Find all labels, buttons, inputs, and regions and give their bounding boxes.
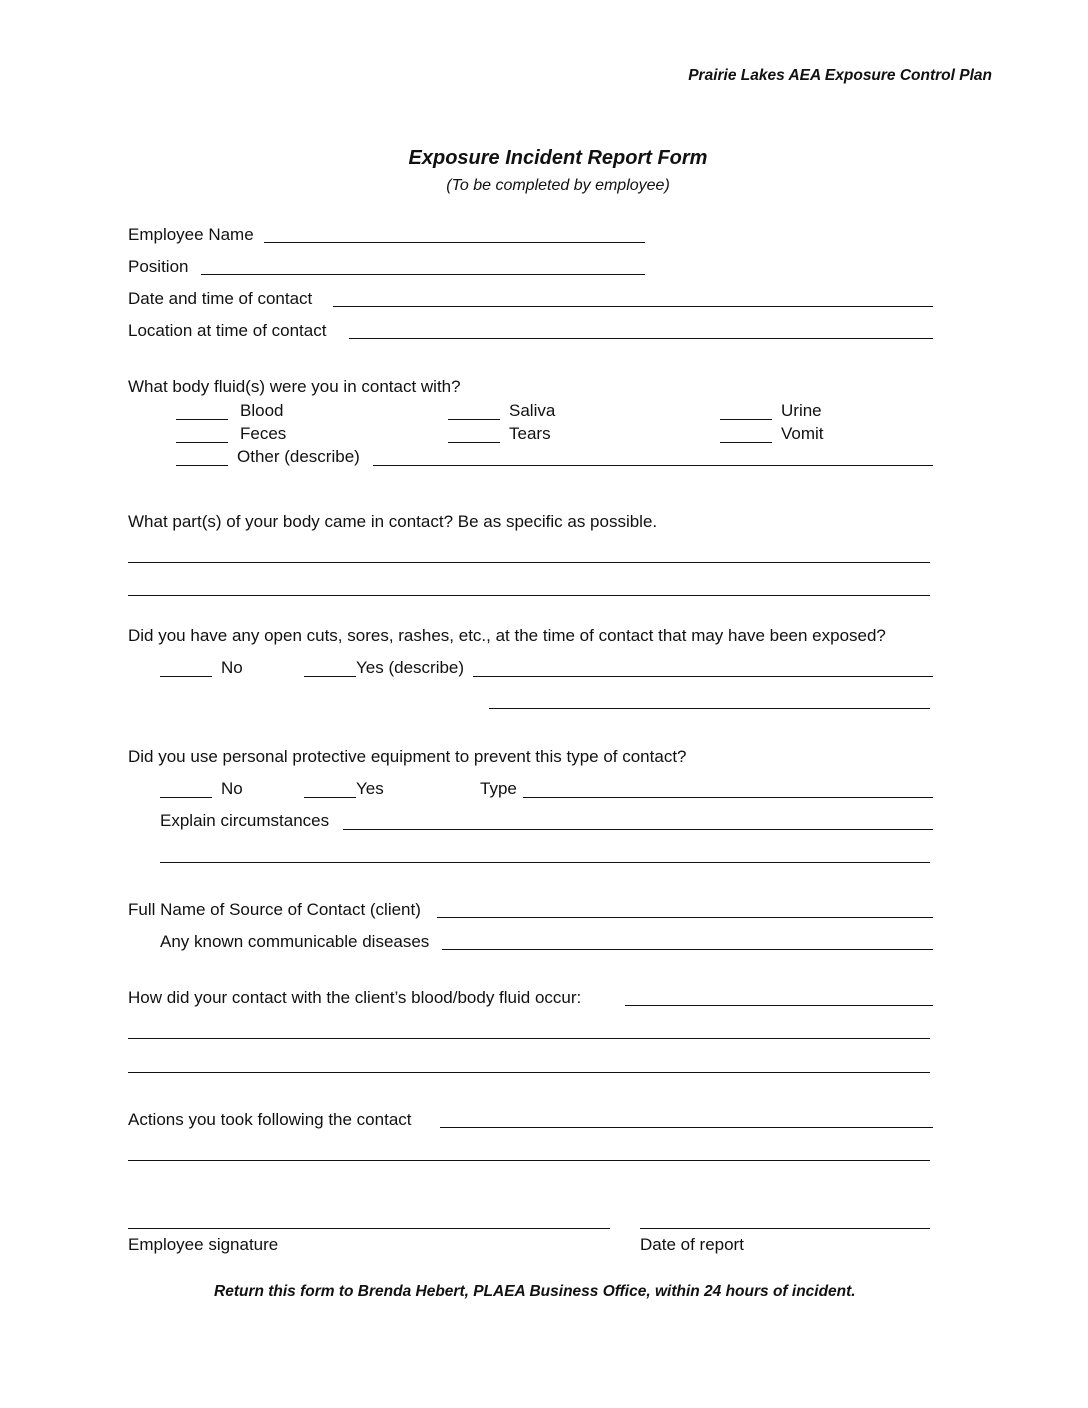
urine-checkbox[interactable] [720,419,772,420]
other-checkbox[interactable] [176,465,228,466]
ppe-no-checkbox[interactable] [160,797,212,798]
date-of-report-label: Date of report [640,1235,744,1254]
open-cuts-describe-line-1[interactable] [473,676,933,677]
open-cuts-yes-label: Yes (describe) [356,658,465,677]
date-time-label: Date and time of contact [128,289,313,308]
explain-circumstances-label: Explain circumstances [160,811,330,830]
how-contact-line-1[interactable] [625,1005,933,1006]
source-name-label: Full Name of Source of Contact (client) [128,900,421,919]
other-label: Other (describe) [237,447,360,466]
tears-checkbox[interactable] [448,442,500,443]
explain-circumstances-line-2[interactable] [160,862,930,863]
body-parts-line-1[interactable] [128,562,930,563]
date-time-field[interactable] [333,306,933,307]
open-cuts-no-checkbox[interactable] [160,676,212,677]
body-fluid-question: What body fluid(s) were you in contact with? [128,377,461,396]
explain-circumstances-line-1[interactable] [343,829,933,830]
ppe-yes-label: Yes [356,779,384,798]
plan-header: Prairie Lakes AEA Exposure Control Plan [688,67,992,84]
open-cuts-yes-checkbox[interactable] [304,676,356,677]
feces-label: Feces [240,424,287,443]
employee-name-label: Employee Name [128,225,254,244]
ppe-type-field[interactable] [523,797,933,798]
actions-question: Actions you took following the contact [128,1110,412,1129]
tears-label: Tears [509,424,551,443]
form-subtitle: (To be completed by employee) [446,177,670,194]
vomit-label: Vomit [781,424,824,443]
ppe-yes-checkbox[interactable] [304,797,356,798]
position-field[interactable] [201,274,645,275]
open-cuts-no-label: No [221,658,243,677]
date-of-report-field[interactable] [640,1228,930,1229]
location-field[interactable] [349,338,933,339]
vomit-checkbox[interactable] [720,442,772,443]
actions-line-1[interactable] [440,1127,933,1128]
form-title: Exposure Incident Report Form [408,147,708,169]
open-cuts-question: Did you have any open cuts, sores, rashes, etc., at the time of contact that may have been exposed? [128,626,886,645]
saliva-label: Saliva [509,401,556,420]
blood-label: Blood [240,401,284,420]
location-label: Location at time of contact [128,321,327,340]
actions-line-2[interactable] [128,1160,930,1161]
source-name-field[interactable] [437,917,933,918]
how-contact-line-2[interactable] [128,1038,930,1039]
urine-label: Urine [781,401,822,420]
employee-name-field[interactable] [264,242,645,243]
other-describe-field[interactable] [373,465,933,466]
body-parts-question: What part(s) of your body came in contact? Be as specific as possible. [128,512,658,531]
feces-checkbox[interactable] [176,442,228,443]
diseases-label: Any known communicable diseases [160,932,430,951]
ppe-type-label: Type [480,779,517,798]
ppe-no-label: No [221,779,243,798]
position-label: Position [128,257,189,276]
blood-checkbox[interactable] [176,419,228,420]
open-cuts-describe-line-2[interactable] [489,708,930,709]
employee-signature-label: Employee signature [128,1235,279,1254]
how-contact-question: How did your contact with the client’s blood/body fluid occur: [128,988,582,1007]
how-contact-line-3[interactable] [128,1072,930,1073]
body-parts-line-2[interactable] [128,595,930,596]
employee-signature-field[interactable] [128,1228,610,1229]
ppe-question: Did you use personal protective equipment to prevent this type of contact? [128,747,687,766]
saliva-checkbox[interactable] [448,419,500,420]
return-instructions: Return this form to Brenda Hebert, PLAEA Business Office, within 24 hours of incident. [214,1283,856,1300]
diseases-field[interactable] [442,949,933,950]
